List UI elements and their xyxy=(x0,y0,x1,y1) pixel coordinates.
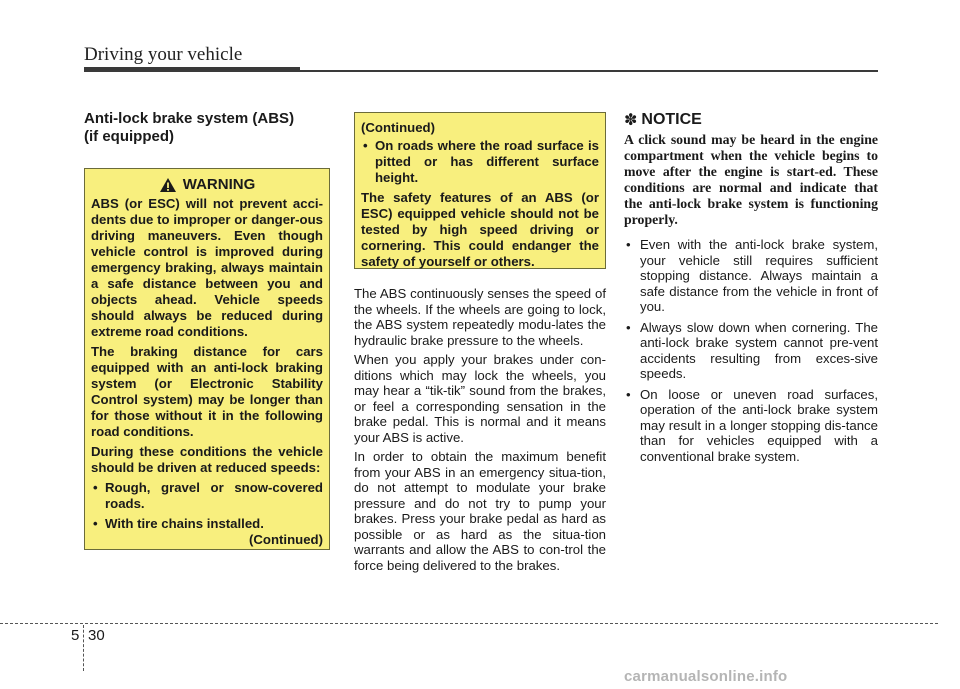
column-middle xyxy=(354,112,606,577)
abs-body-text xyxy=(354,286,606,573)
warning-bullet-2: • With tire chains installed. xyxy=(91,516,323,532)
section-title-line1: Anti-lock brake system (ABS) xyxy=(84,110,295,127)
continued-label: (Continued) xyxy=(361,120,435,135)
notice-heading xyxy=(624,110,878,130)
chapter-number: 5 xyxy=(71,627,80,644)
warning-paragraph-2: The braking distance for cars equipped with an anti-lock braking system (or Electronic Stability Control system) may be longer than for those without it in the following road conditions. xyxy=(91,344,323,439)
notice-bullet-list xyxy=(624,237,878,464)
warning-continued-label: (Continued) xyxy=(249,532,323,547)
notice-star-icon: ✽ xyxy=(624,112,638,129)
header-thick-rule xyxy=(84,67,300,72)
warning-box xyxy=(84,168,330,550)
warning-bullet-list xyxy=(91,480,323,532)
continued-paragraph: The safety features of an ABS (or ESC) equipped vehicle should not be tested by high speed driving or cornering. This could endanger the safety of yourself or others. xyxy=(361,190,599,269)
notice-bullet-3: • On loose or uneven road surfaces, operation of the anti-lock brake system may result in a longer stopping dis-tance than for vehicles equipped with a conventional brake system. xyxy=(624,387,878,465)
warning-heading xyxy=(91,177,323,193)
header-thin-rule xyxy=(300,70,878,72)
footer-dashed-divider xyxy=(83,625,84,671)
warning-paragraph-3: During these conditions the vehicle should be driven at reduced speeds: xyxy=(91,444,323,475)
warning-triangle-icon xyxy=(159,177,177,193)
warning-label: WARNING xyxy=(182,176,256,193)
continued-bullet-list xyxy=(361,138,599,186)
notice-label: NOTICE xyxy=(641,111,702,128)
watermark: carmanualsonline.info xyxy=(624,668,788,685)
column-left xyxy=(84,110,330,550)
body-paragraph-2: When you apply your brakes under con-ditions which may lock the wheels, you may hear a “tik-tik” sound from the brakes, or feel a corresponding sensation in the brake pedal. This is normal and it means your ABS is active. xyxy=(354,352,606,445)
page-number: 30 xyxy=(88,627,105,644)
page-header-title: Driving your vehicle xyxy=(84,44,243,65)
body-paragraph-3: In order to obtain the maximum benefit from your ABS in an emergency situa-tion, do not attempt to modulate your brake pressure and do not try to pump your brakes. Press your brake pedal as hard as possible or as hard as the situa-tion warrants and allow the ABS to con-trol the force being delivered to the brakes. xyxy=(354,449,606,573)
notice-bullet-1: • Even with the anti-lock brake system, your vehicle still requires sufficient stopping distance. Always maintain a safe distance from the vehicle in front of you. xyxy=(624,237,878,315)
body-paragraph-1: The ABS continuously senses the speed of the wheels. If the wheels are going to lock, the ABS system repeatedly modu-lates the hydraulic brake pressure to the wheels. xyxy=(354,286,606,348)
warning-paragraph-1: ABS (or ESC) will not prevent acci-dents due to improper or danger-ous driving maneuvers. Even though vehicle control is improved during emergency braking, always maintain a safe distance between you and objects ahead. Vehicle speeds should always be reduced during extreme road conditions. xyxy=(91,196,323,339)
notice-intro: A click sound may be heard in the engine compartment when the vehicle begins to move after the engine is start-ed. These conditions are normal and indicate that the anti-lock brake system is functioning properly. xyxy=(624,132,878,227)
continued-bullet: • On roads where the road surface is pitted or has different surface height. xyxy=(361,138,599,186)
column-right xyxy=(624,110,878,469)
footer-dashed-rule xyxy=(0,623,938,624)
continued-warning-box xyxy=(354,112,606,269)
section-title xyxy=(84,110,330,146)
warning-bullet-1: • Rough, gravel or snow-covered roads. xyxy=(91,480,323,512)
section-title-line2: (if equipped) xyxy=(84,128,174,145)
notice-bullet-2: • Always slow down when cornering. The anti-lock brake system cannot pre-vent accidents resulting from exces-sive speeds. xyxy=(624,320,878,382)
